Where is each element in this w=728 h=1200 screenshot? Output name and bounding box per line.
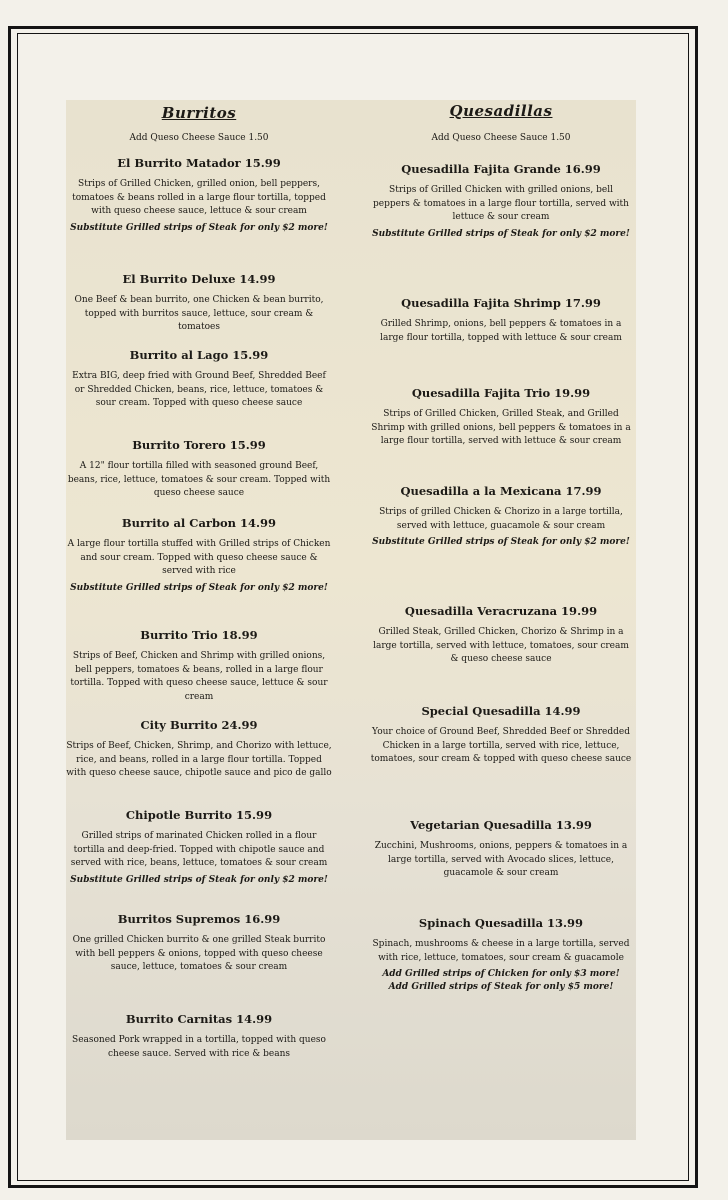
quesadillas-addon: Add Queso Cheese Sauce 1.50 [431, 133, 571, 143]
item-description: Strips of Grilled Chicken, grilled onion, bell peppers, tomatoes & beans rolled in a large flour tortilla, topped with queso cheese sauce, lettuce & sour cream [72, 179, 326, 216]
burritos-addon: Add Queso Cheese Sauce 1.50 [129, 133, 269, 143]
item-title: Quesadilla a la Mexicana 17.99 [400, 484, 602, 498]
menu-item [66, 628, 332, 704]
menu-item [66, 156, 332, 235]
menu-item [370, 916, 632, 994]
item-title: El Burrito Deluxe 14.99 [122, 272, 276, 286]
item-description: Strips of Grilled Chicken with grilled onions, bell peppers & tomatoes in a large flour tortilla, served with lettuce & sour cream [373, 185, 629, 222]
menu-item [370, 818, 632, 881]
menu-item [66, 718, 332, 781]
item-title: Burrito Torero 15.99 [132, 438, 266, 452]
item-title: Quesadilla Fajita Grande 16.99 [401, 162, 601, 176]
item-title: Burrito al Lago 15.99 [129, 348, 269, 362]
item-note: Substitute Grilled strips of Steak for only $2 more! [70, 582, 328, 593]
menu-item [66, 808, 332, 887]
menu-item [370, 296, 632, 345]
menu-item [66, 912, 332, 975]
burritos-heading: Burritos [161, 104, 237, 122]
item-description: Spinach, mushrooms & cheese in a large tortilla, served with rice, lettuce, tomatoes, sour cream & guacamole [372, 939, 630, 963]
item-note: Add Grilled strips of Chicken for only $3 more! [382, 969, 620, 979]
item-title: Burrito Carnitas 14.99 [125, 1012, 273, 1026]
item-note: Substitute Grilled strips of Steak for only $2 more! [372, 537, 630, 547]
item-title: Quesadilla Fajita Trio 19.99 [411, 386, 591, 400]
item-description: Your choice of Ground Beef, Shredded Beef or Shredded Chicken in a large tortilla, served with rice, lettuce, tomatoes, sour cream & topped with queso cheese sauce [370, 727, 632, 764]
menu-item [370, 386, 632, 449]
item-description: Strips of Beef, Chicken, Shrimp, and Chorizo with lettuce, rice, and beans, rolled in a large flour tortilla. Topped with queso cheese sauce, chipotle sauce and pico de gallo [66, 741, 332, 778]
item-title: El Burrito Matador 15.99 [117, 156, 281, 170]
item-title: Vegetarian Quesadilla 13.99 [410, 818, 592, 832]
item-description: Grilled Steak, Grilled Chicken, Chorizo & Shrimp in a large tortilla, served with lettuce, tomatoes, sour cream & queso cheese sauce [373, 627, 629, 664]
item-description: One Beef & bean burrito, one Chicken & bean burrito, topped with burritos sauce, lettuce, sour cream & tomatoes [74, 295, 324, 332]
item-title: Burrito al Carbon 14.99 [121, 516, 277, 530]
item-title: City Burrito 24.99 [140, 718, 258, 732]
item-description: Strips of Grilled Chicken, Grilled Steak, and Grilled Shrimp with grilled onions, bell peppers & tomatoes in a large flour tortilla, served with lettuce & sour cream [371, 409, 631, 446]
menu-item [66, 1012, 332, 1061]
item-description: Zucchini, Mushrooms, onions, peppers & tomatoes in a large tortilla, served with Avocado slices, lettuce, guacamole & sour cream [374, 841, 628, 878]
menu-item [370, 162, 632, 241]
item-description: Grilled strips of marinated Chicken rolled in a flour tortilla and deep-fried. Topped with chipotle sauce and served with rice, beans, lettuce, tomatoes & sour cream [70, 831, 328, 868]
menu-item [66, 272, 332, 335]
item-title: Burrito Trio 18.99 [140, 628, 258, 642]
item-note: Substitute Grilled strips of Steak for only $2 more! [372, 228, 630, 239]
item-description: Extra BIG, deep fried with Ground Beef, Shredded Beef or Shredded Chicken, beans, rice, lettuce, tomatoes & sour cream. Topped with queso cheese sauce [72, 371, 326, 408]
menu-item [66, 516, 332, 595]
item-description: One grilled Chicken burrito & one grilled Steak burrito with bell peppers & onions, topped with queso cheese sauce, lettuce, tomatoes & sour cream [72, 935, 326, 972]
item-description: Seasoned Pork wrapped in a tortilla, topped with queso cheese sauce. Served with rice & beans [72, 1035, 326, 1059]
menu-item [370, 704, 632, 767]
item-description: Strips of grilled Chicken & Chorizo in a large tortilla, served with lettuce, guacamole & sour cream [379, 507, 623, 531]
menu-item [66, 438, 332, 501]
item-note: Substitute Grilled strips of Steak for only $2 more! [70, 874, 328, 885]
item-description: Strips of Beef, Chicken and Shrimp with grilled onions, bell peppers, tomatoes & beans, rolled in a large flour tortilla. Topped with queso cheese sauce, lettuce & sour cream [70, 651, 328, 702]
menu-item [66, 348, 332, 411]
item-note: Substitute Grilled strips of Steak for only $2 more! [70, 222, 328, 233]
item-title: Chipotle Burrito 15.99 [125, 808, 273, 822]
item-title: Quesadilla Veracruzana 19.99 [404, 604, 598, 618]
menu-item [370, 604, 632, 667]
menu-item [370, 484, 632, 549]
item-title: Spinach Quesadilla 13.99 [418, 916, 584, 930]
item-description: A 12" flour tortilla filled with seasoned ground Beef, beans, rice, lettuce, tomatoes & sour cream. Topped with queso cheese sauce [67, 461, 331, 498]
item-description: Grilled Shrimp, onions, bell peppers & tomatoes in a large flour tortilla, topped with lettuce & sour cream [380, 319, 622, 343]
item-note-2: Add Grilled strips of Steak for only $5 more! [388, 982, 614, 992]
item-title: Quesadilla Fajita Shrimp 17.99 [401, 296, 601, 310]
quesadillas-heading: Quesadillas [449, 102, 553, 120]
item-title: Special Quesadilla 14.99 [421, 704, 581, 718]
item-title: Burritos Supremos 16.99 [117, 912, 281, 926]
item-description: A large flour tortilla stuffed with Grilled strips of Chicken and sour cream. Topped with queso cheese sauce & served with rice [67, 539, 331, 576]
